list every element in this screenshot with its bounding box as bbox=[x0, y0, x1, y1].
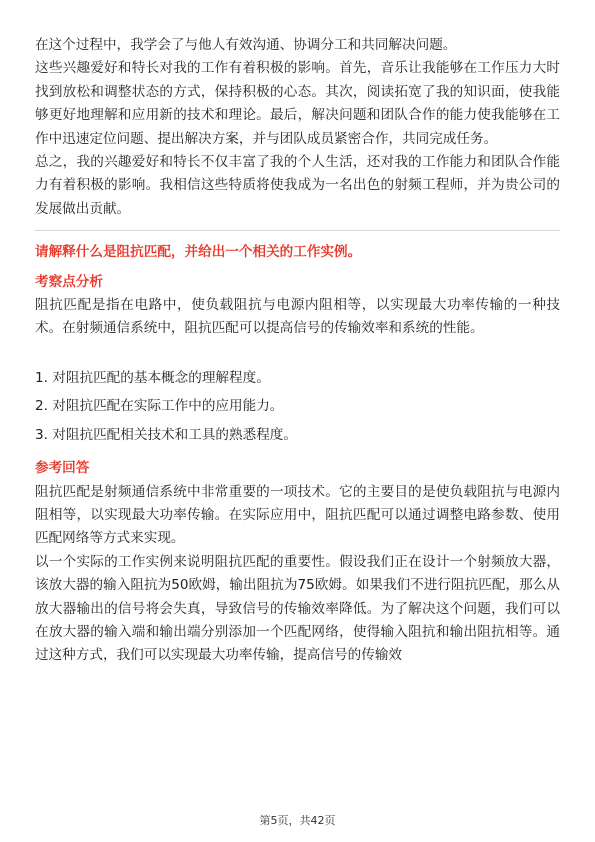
intro-paragraph: 在这个过程中，我学会了与他人有效沟通、协调分工和共同解决问题。 bbox=[35, 37, 457, 53]
question-title: 请解释什么是阻抗匹配，并给出一个相关的工作实例。 bbox=[35, 244, 362, 261]
answer-heading: 参考回答 bbox=[35, 460, 90, 477]
answer-paragraph: 以一个实际的工作实例来说明阻抗匹配的重要性。假设我们正在设计一个射频放大器，该放大器的输入阻抗为50欧姆，输出阻抗为75欧姆。如果我们不进行阻抗匹配，那么从放大器输出的信号将会失真，导致信号的传输效率降低。为了解决这个问题，我们可以在放大器的输入端和输出端分别添加一个匹配网络，使得输入阻抗和输出阻抗相等。通过这种方式，我们可以实现最大功率传输，提高信号的传输效 bbox=[35, 553, 560, 664]
intro-paragraph: 总之，我的兴趣爱好和特长不仅丰富了我的个人生活，还对我的工作能力和团队合作能力有着积极的影响。我相信这些特质将使我成为一名出色的射频工程师，并为贵公司的发展做出贡献。 bbox=[35, 154, 560, 217]
analysis-points bbox=[35, 367, 560, 447]
list-item: 3. 对阻抗匹配相关技术和工具的熟悉程度。 bbox=[35, 426, 297, 443]
page-number: 第5页，共42页 bbox=[259, 814, 336, 827]
answer-paragraph: 阻抗匹配是射频通信系统中非常重要的一项技术。它的主要目的是使负载阻抗与电源内阻相等，以实现最大功率传输。在实际应用中，阻抗匹配可以通过调整电路参数、使用匹配网络等方式来实现。 bbox=[35, 483, 560, 547]
section-divider bbox=[35, 230, 560, 231]
intro-paragraph: 这些兴趣爱好和特长对我的工作有着积极的影响。首先，音乐让我能够在工作压力大时找到放松和调整状态的方式，保持积极的心态。其次，阅读拓宽了我的知识面，使我能够更好地理解和应用新的技术和理论。最后，解决问题和团队合作的能力使我能够在工作中迅速定位问题、提出解决方案，并与团队成员紧密合作，共同完成任务。 bbox=[35, 60, 560, 147]
list-item: 1. 对阻抗匹配的基本概念的理解程度。 bbox=[35, 369, 270, 386]
page-content bbox=[35, 34, 560, 668]
analysis-text: 阻抗匹配是指在电路中，使负载阻抗与电源内阻相等，以实现最大功率传输的一种技术。在射频通信系统中，阻抗匹配可以提高信号的传输效率和系统的性能。 bbox=[35, 297, 560, 337]
list-item: 2. 对阻抗匹配在实际工作中的应用能力。 bbox=[35, 398, 284, 415]
analysis-heading: 考察点分析 bbox=[35, 273, 103, 290]
